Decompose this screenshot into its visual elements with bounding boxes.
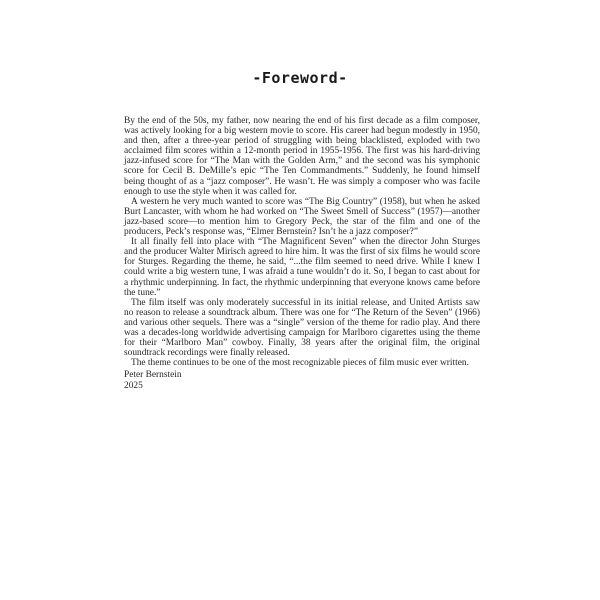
author-name: Peter Bernstein [124,370,182,380]
page-title: -Foreword- [252,69,348,87]
paragraph: The film itself was only moderately successful in its initial release, and United Artists saw no reason to release a soundtrack album. There was one for “The Return of the Seven” (1966) and various other sequels. There was a “single” version of the theme for radio play. And there was a decades-long worldwide advertising campaign for Marlboro cigarettes using the theme for their “Marlboro Man” cowboy. Finally, 38 years after the original film, the original soundtrack recordings were finally released. [124,297,480,359]
paragraph: It all finally fell into place with “The Magnificent Seven” when the director John Sturges and the producer Walter Mirisch agreed to hire him. It was the first of six films he would score for Sturges. Regarding the theme, he said, “...the film seemed to need drive. While I knew I could write a big western tune, I was afraid a tune wouldn’t do it. So, I began to cast about for a rhythmic underpinning. In fact, the rhythmic underpinning that everyone knows came before the tune.” [124,237,480,298]
foreword-body [124,116,480,368]
signature-block [124,370,182,391]
paragraph: By the end of the 50s, my father, now nearing the end of his first decade as a film composer, was actively looking for a big western movie to score. His career had begun modestly in 1950, and then, after a three-year period of struggling with being blacklisted, exploded with two acclaimed film scores within a 12-month period in 1955-1956. The first was his hard-driving jazz-infused score for “The Man with the Golden Arm,” and the second was his symphonic score for Cecil B. DeMille’s epic “The Ten Commandments.” Suddenly, he found himself being thought of as a “jazz composer”. He wasn’t. He was simply a composer who was facile enough to use the style when it was called for. [124,116,480,197]
signature-year: 2025 [124,380,143,391]
paragraph: The theme continues to be one of the most recognizable pieces of film music ever written. [131,358,469,369]
paragraph: A western he very much wanted to score was “The Big Country” (1958), but when he asked Burt Lancaster, with whom he had worked on “The Sweet Smell of Success” (1957)—another jazz-based score—to mention him to Gregory Peck, the star of the film and one of the producers, Peck’s response was, “Elmer Bernstein? Isn’t he a jazz composer?” [124,196,480,238]
